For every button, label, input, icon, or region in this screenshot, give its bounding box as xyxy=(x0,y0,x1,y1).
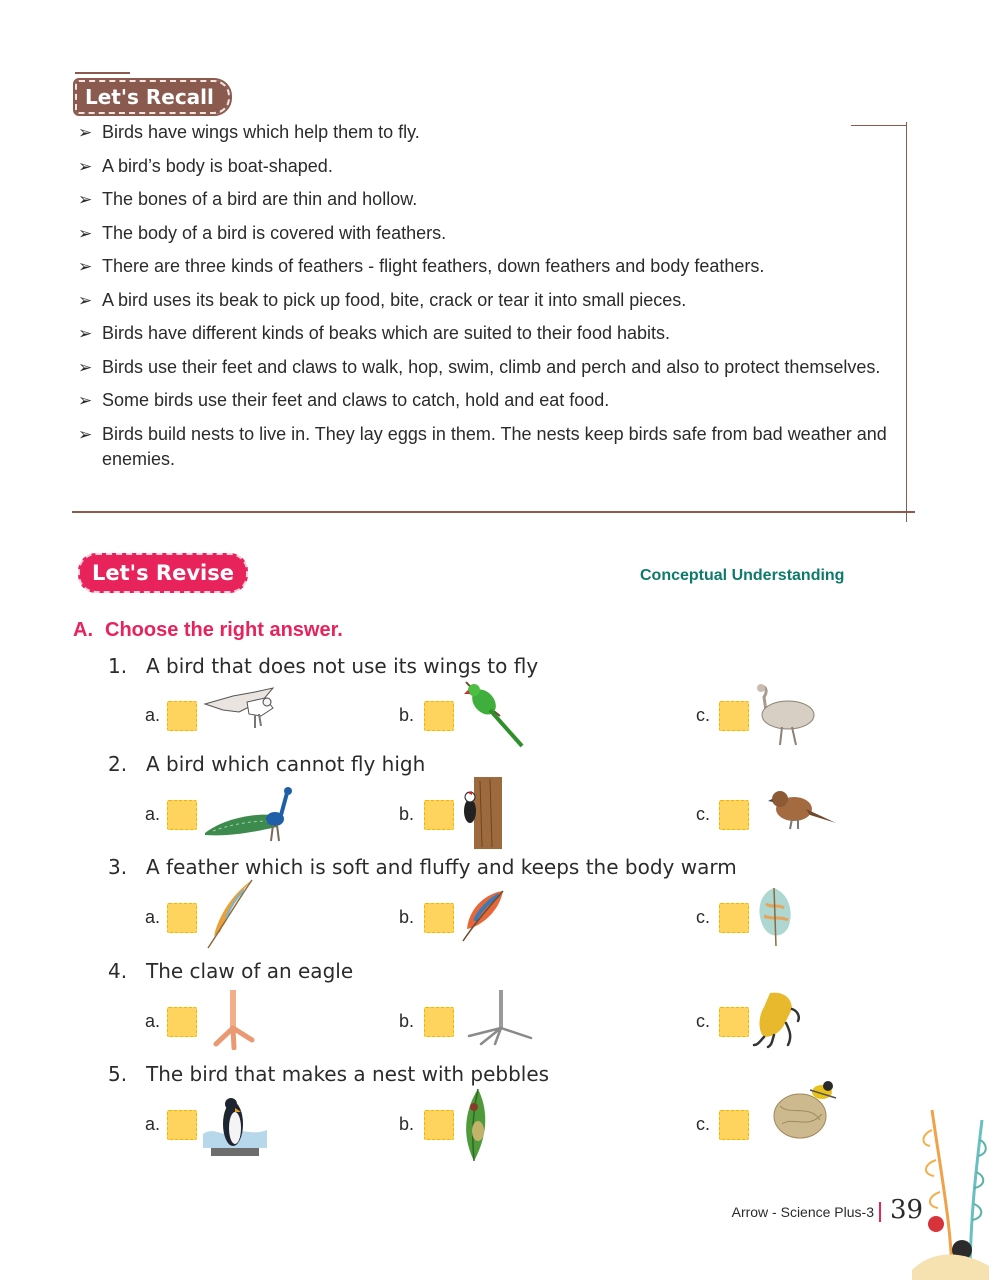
arrow-bullet-icon: ➢ xyxy=(78,424,93,444)
flight-feather-icon xyxy=(200,878,256,950)
arrow-bullet-icon: ➢ xyxy=(78,357,93,377)
option-c-label: c. xyxy=(696,1114,711,1134)
option-a-label: a. xyxy=(145,804,161,824)
recall-item: ➢ Some birds use their feet and claws to catch, hold and eat food. xyxy=(78,388,898,413)
lets-recall-heading: Let's Recall xyxy=(75,80,230,114)
parrot-icon xyxy=(460,680,524,748)
option-a-label: a. xyxy=(145,705,161,725)
kite-bird-icon xyxy=(203,682,279,732)
answer-box[interactable] xyxy=(424,800,454,830)
eagle-claw-icon xyxy=(752,991,802,1049)
recall-item: ➢ Birds have wings which help them to fly. xyxy=(78,120,898,145)
answer-box[interactable] xyxy=(719,1110,749,1140)
conceptual-understanding-tag: Conceptual Understanding xyxy=(640,567,845,584)
recall-item: ➢ A bird uses its beak to pick up food, bite, crack or tear it into small pieces. xyxy=(78,288,898,313)
answer-box[interactable] xyxy=(719,903,749,933)
option-c-label: c. xyxy=(696,907,711,927)
arrow-bullet-icon: ➢ xyxy=(78,156,93,176)
decorative-plant-illustration xyxy=(912,1100,989,1280)
option-a-label: a. xyxy=(145,907,161,927)
question-3: 3. A feather which is soft and fluffy and keeps the body warm xyxy=(108,855,737,879)
answer-box[interactable] xyxy=(167,903,197,933)
arrow-bullet-icon: ➢ xyxy=(78,324,93,343)
answer-box[interactable] xyxy=(719,701,749,731)
option-b-label: b. xyxy=(399,1011,415,1031)
sparrow-icon xyxy=(766,789,838,833)
hen-foot-icon xyxy=(212,988,256,1050)
answer-box[interactable] xyxy=(424,903,454,933)
footer-divider xyxy=(879,1202,881,1222)
option-c-label: c. xyxy=(696,705,711,725)
ostrich-icon xyxy=(752,683,824,747)
recall-item: ➢ Birds have different kinds of beaks which are suited to their food habits. xyxy=(78,321,898,346)
answer-box[interactable] xyxy=(167,800,197,830)
option-a-label: a. xyxy=(145,1011,161,1031)
recall-list xyxy=(78,120,898,480)
body-feather-icon xyxy=(459,889,507,943)
down-feather-icon xyxy=(752,884,796,948)
answer-box[interactable] xyxy=(167,1110,197,1140)
section-a-title: A. Choose the right answer. xyxy=(73,619,343,641)
recall-box-bottom-border xyxy=(72,511,915,513)
question-4: 4. The claw of an eagle xyxy=(108,959,354,983)
peacock-icon xyxy=(203,783,297,843)
option-a-label: a. xyxy=(145,1114,161,1134)
answer-box[interactable] xyxy=(424,1110,454,1140)
tailorbird-nest-icon xyxy=(460,1087,498,1163)
option-b-label: b. xyxy=(399,705,415,725)
arrow-bullet-icon: ➢ xyxy=(78,257,93,276)
question-5: 5. The bird that makes a nest with pebbles xyxy=(108,1062,550,1086)
arrow-bullet-icon: ➢ xyxy=(78,123,93,142)
option-c-label: c. xyxy=(696,804,711,824)
answer-box[interactable] xyxy=(424,701,454,731)
option-c-label: c. xyxy=(696,1011,711,1031)
woodpecker-icon xyxy=(460,777,504,849)
duck-foot-icon xyxy=(465,988,533,1046)
recall-box-right-border xyxy=(906,122,907,522)
lets-revise-heading: Let's Revise xyxy=(78,553,248,593)
question-2: 2. A bird which cannot fly high xyxy=(108,752,426,776)
arrow-bullet-icon: ➢ xyxy=(78,290,93,310)
recall-item: ➢ There are three kinds of feathers - flight feathers, down feathers and body feathers. xyxy=(78,254,898,279)
recall-top-line xyxy=(75,72,130,74)
footer-book-title: Arrow - Science Plus-3 xyxy=(731,1204,874,1220)
answer-box[interactable] xyxy=(167,701,197,731)
recall-item: ➢ Birds build nests to live in. They lay eggs in them. The nests keep birds safe from bad weather and enemies. xyxy=(78,423,887,469)
option-b-label: b. xyxy=(399,907,415,927)
penguin-icon xyxy=(203,1094,267,1158)
arrow-bullet-icon: ➢ xyxy=(78,190,93,209)
option-b-label: b. xyxy=(399,804,415,824)
recall-item: ➢ The bones of a bird are thin and hollow. xyxy=(78,187,898,212)
answer-box[interactable] xyxy=(719,1007,749,1037)
page-number: 39 xyxy=(890,1195,924,1225)
answer-box[interactable] xyxy=(424,1007,454,1037)
recall-item: ➢ A bird’s body is boat-shaped. xyxy=(78,154,898,179)
arrow-bullet-icon: ➢ xyxy=(78,223,93,243)
answer-box[interactable] xyxy=(719,800,749,830)
recall-item: ➢ Birds use their feet and claws to walk, hop, swim, climb and perch and also to protect themselves. xyxy=(78,355,898,380)
recall-item: ➢ The body of a bird is covered with feathers. xyxy=(78,221,898,246)
weaver-nest-icon xyxy=(770,1076,842,1142)
answer-box[interactable] xyxy=(167,1007,197,1037)
option-b-label: b. xyxy=(399,1114,415,1134)
question-1: 1. A bird that does not use its wings to fly xyxy=(108,654,539,678)
arrow-bullet-icon: ➢ xyxy=(78,391,93,410)
